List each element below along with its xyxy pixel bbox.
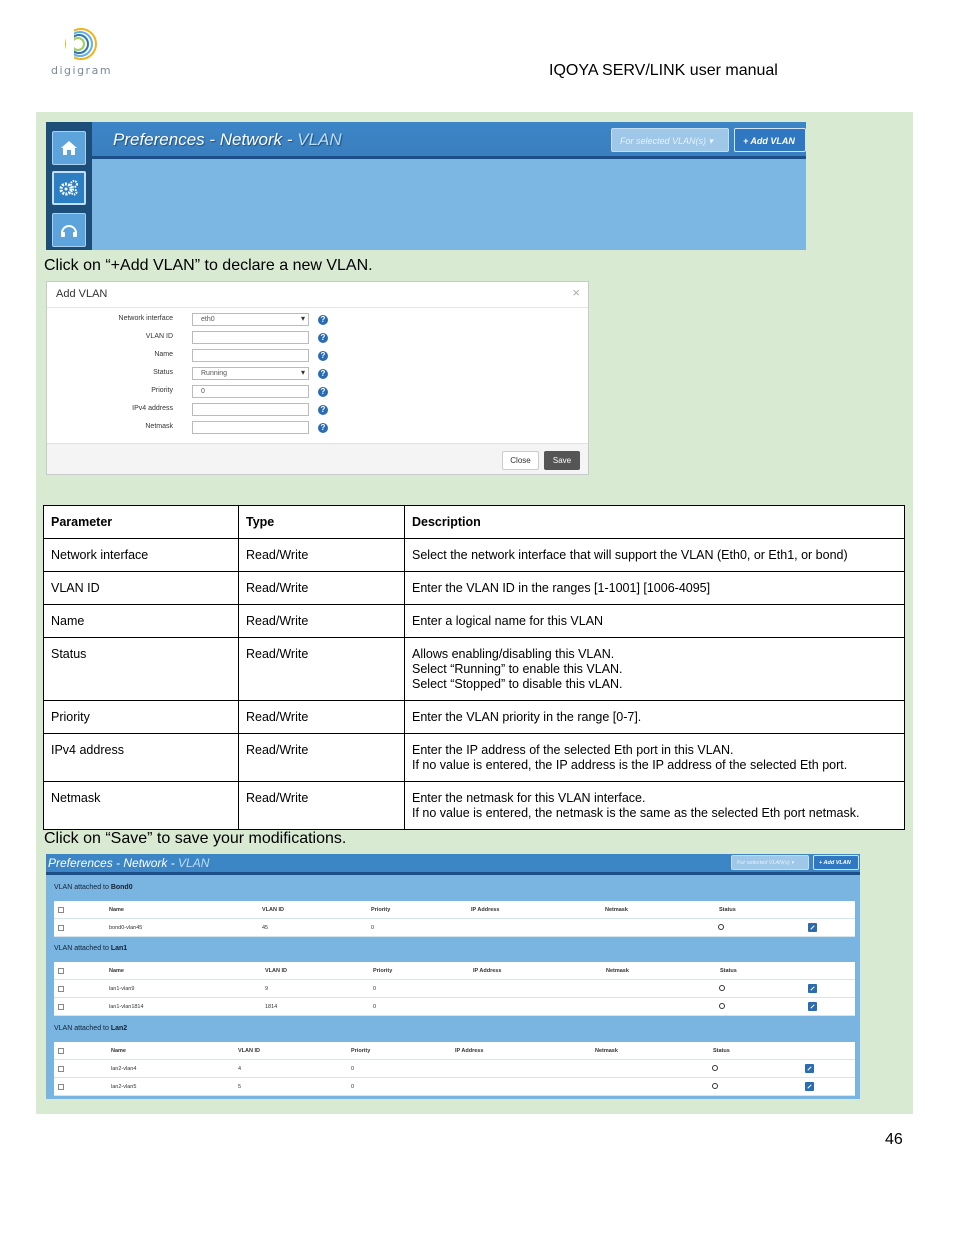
table-row <box>54 1060 855 1078</box>
type-cell: Read/Write <box>239 572 405 605</box>
title-highlight: VLAN <box>297 130 342 149</box>
group-title <box>54 1025 127 1032</box>
vlan-id: 9 <box>265 986 269 992</box>
help-icon[interactable]: ? <box>318 369 328 379</box>
table-row <box>54 919 855 937</box>
description-line: Enter the VLAN priority in the range [0-7]. <box>412 710 642 724</box>
description-cell <box>405 605 905 638</box>
description-line: Allows enabling/disabling this VLAN. <box>412 647 615 661</box>
row-checkbox[interactable] <box>58 1084 64 1090</box>
description-cell <box>405 701 905 734</box>
description-line: Enter the IP address of the selected Eth port in this VLAN. <box>412 743 734 757</box>
vlan-priority: 0 <box>371 925 375 931</box>
close-icon[interactable]: × <box>572 285 580 300</box>
table-row <box>44 701 905 734</box>
vlan-priority: 0 <box>351 1084 355 1090</box>
row-checkbox[interactable] <box>58 986 64 992</box>
column-header: VLAN ID <box>238 1048 260 1054</box>
column-header: Netmask <box>605 907 628 913</box>
type-cell: Read/Write <box>239 605 405 638</box>
form-row <box>47 331 588 345</box>
description-cell <box>405 539 905 572</box>
gears-icon <box>59 179 79 197</box>
table-row <box>44 734 905 782</box>
vlan-name: lan1-vlan9 <box>109 986 135 992</box>
field-input[interactable] <box>192 349 309 362</box>
group-prefix: VLAN attached to <box>54 884 111 891</box>
close-button[interactable]: Close <box>502 451 539 470</box>
field-label: VLAN ID <box>145 333 173 340</box>
row-checkbox[interactable] <box>58 1004 64 1010</box>
group-prefix: VLAN attached to <box>54 945 111 952</box>
vlan-id: 5 <box>238 1084 242 1090</box>
vlan-priority: 0 <box>373 986 377 992</box>
column-header: IP Address <box>455 1048 484 1054</box>
field-select[interactable]: Running ▾ <box>192 367 309 380</box>
field-input[interactable]: 0 <box>192 385 309 398</box>
type-cell: Read/Write <box>239 638 405 701</box>
headset-icon <box>60 222 78 238</box>
vlan-priority: 0 <box>351 1066 355 1072</box>
column-header: VLAN ID <box>262 907 284 913</box>
form-row <box>47 313 588 327</box>
dialog-header <box>47 282 588 308</box>
parameter-cell: Network interface <box>44 539 239 572</box>
dialog-footer <box>47 443 588 474</box>
description-line: Enter the netmask for this VLAN interface. <box>412 791 646 805</box>
vlan-name: lan2-vlan5 <box>111 1084 137 1090</box>
save-button[interactable]: Save <box>544 451 580 470</box>
support-nav-button[interactable] <box>52 213 86 247</box>
title-prefix: Preferences - Network - <box>48 856 179 870</box>
field-input[interactable] <box>192 421 309 434</box>
table-row <box>44 782 905 830</box>
description-cell <box>405 572 905 605</box>
type-cell: Read/Write <box>239 701 405 734</box>
add-vlan-button[interactable]: + Add VLAN <box>734 128 806 152</box>
type-cell: Read/Write <box>239 539 405 572</box>
parameter-cell: Priority <box>44 701 239 734</box>
field-label: Netmask <box>145 423 173 430</box>
table-row <box>44 605 905 638</box>
header-type: Type <box>239 506 405 539</box>
form-row <box>47 349 588 363</box>
help-icon[interactable]: ? <box>318 315 328 325</box>
help-icon[interactable]: ? <box>318 387 328 397</box>
vlan-name: lan1-vlan1814 <box>109 1004 144 1010</box>
form-row <box>47 421 588 435</box>
help-icon[interactable]: ? <box>318 405 328 415</box>
vlan-table-header <box>54 962 855 980</box>
field-label: Network interface <box>118 315 173 322</box>
field-select[interactable]: eth0 ▾ <box>192 313 309 326</box>
vlan-page-screenshot <box>46 122 806 250</box>
status-circle-icon <box>712 1083 718 1089</box>
description-line: Select the network interface that will support the VLAN (Eth0, or Eth1, or bond) <box>412 548 848 562</box>
selected-vlans-dropdown[interactable]: For selected VLAN(s) ▾ <box>611 128 729 152</box>
table-header-row <box>44 506 905 539</box>
status-circle-icon <box>719 1003 725 1009</box>
vlan-name: lan2-vlan4 <box>111 1066 137 1072</box>
vlan-table <box>54 1042 855 1096</box>
help-icon[interactable]: ? <box>318 333 328 343</box>
status-circle-icon <box>712 1065 718 1071</box>
title-highlight: VLAN <box>178 856 210 870</box>
vlan-list-screenshot <box>46 854 860 1099</box>
group-name: Lan1 <box>110 945 128 952</box>
parameter-table <box>43 505 905 830</box>
edit-icon[interactable] <box>805 1082 814 1091</box>
table-row <box>54 1078 855 1096</box>
edit-icon[interactable] <box>808 1002 817 1011</box>
description-line: If no value is entered, the netmask is the same as the selected Eth port netmask. <box>412 806 860 820</box>
parameter-cell: VLAN ID <box>44 572 239 605</box>
form-row <box>47 403 588 417</box>
description-line: Select “Stopped” to disable this vLAN. <box>412 677 623 691</box>
group-title <box>54 945 127 952</box>
selected-vlans-dropdown[interactable]: For selected VLAN(s) ▾ <box>731 855 809 870</box>
parameter-cell: Name <box>44 605 239 638</box>
caption-save: Click on “Save” to save your modifications. <box>44 830 347 847</box>
description-line: If no value is entered, the IP address is the IP address of the selected Eth port. <box>412 758 848 772</box>
group-name: Lan2 <box>110 1025 128 1032</box>
add-vlan-dialog <box>46 281 589 475</box>
table-row <box>54 998 855 1016</box>
description-line: Enter a logical name for this VLAN <box>412 614 604 628</box>
vlan-table <box>54 901 855 937</box>
select-all-checkbox[interactable] <box>58 907 64 913</box>
parameter-cell: Status <box>44 638 239 701</box>
column-header: Status <box>713 1048 730 1054</box>
vlan-table <box>54 962 855 1016</box>
vlan-id: 45 <box>262 925 269 931</box>
column-header: Netmask <box>606 968 629 974</box>
type-cell: Read/Write <box>239 734 405 782</box>
column-header: IP Address <box>471 907 500 913</box>
vlan-priority: 0 <box>373 1004 377 1010</box>
vlan-name: bond0-vlan45 <box>109 925 143 931</box>
select-all-checkbox[interactable] <box>58 1048 64 1054</box>
edit-icon[interactable] <box>808 923 817 932</box>
table-row <box>54 980 855 998</box>
form-row <box>47 385 588 399</box>
column-header: Priority <box>371 907 391 913</box>
column-header: Netmask <box>595 1048 618 1054</box>
type-cell: Read/Write <box>239 782 405 830</box>
field-label: IPv4 address <box>132 405 173 412</box>
vlan-table-header <box>54 901 855 919</box>
parameter-cell: IPv4 address <box>44 734 239 782</box>
edit-icon[interactable] <box>805 1064 814 1073</box>
table-row <box>44 539 905 572</box>
vlan-id: 1814 <box>265 1004 278 1010</box>
vlan-id: 4 <box>238 1066 242 1072</box>
column-header: Name <box>111 1048 126 1054</box>
column-header: Priority <box>351 1048 371 1054</box>
field-input[interactable] <box>192 331 309 344</box>
logo-text: digigram <box>51 64 113 77</box>
row-checkbox[interactable] <box>58 1066 64 1072</box>
page-number: 46 <box>885 1131 903 1148</box>
column-header: Status <box>719 907 736 913</box>
parameter-cell: Netmask <box>44 782 239 830</box>
add-vlan-button[interactable]: + Add VLAN <box>813 855 859 870</box>
row-checkbox[interactable] <box>58 925 64 931</box>
home-icon <box>60 140 78 156</box>
field-label: Priority <box>151 387 173 394</box>
title-underline <box>46 872 860 875</box>
dialog-title: Add VLAN <box>56 288 108 300</box>
column-header: Status <box>720 968 737 974</box>
table-row <box>44 572 905 605</box>
vlan-table-header <box>54 1042 855 1060</box>
page-title <box>113 130 342 150</box>
group-title <box>54 884 133 891</box>
header-description: Description <box>405 506 905 539</box>
group-name: Bond0 <box>110 884 133 891</box>
group-prefix: VLAN attached to <box>54 1025 111 1032</box>
title-prefix: Preferences - Network - <box>113 130 298 149</box>
column-header: VLAN ID <box>265 968 287 974</box>
column-header: Name <box>109 968 124 974</box>
column-header: Priority <box>373 968 393 974</box>
description-cell <box>405 734 905 782</box>
select-all-checkbox[interactable] <box>58 968 64 974</box>
side-nav <box>46 122 92 250</box>
home-nav-button[interactable] <box>52 131 86 165</box>
header-parameter: Parameter <box>44 506 239 539</box>
field-label: Name <box>154 351 173 358</box>
column-header: IP Address <box>473 968 502 974</box>
edit-icon[interactable] <box>808 984 817 993</box>
field-input[interactable] <box>192 403 309 416</box>
field-label: Status <box>153 369 173 376</box>
title-underline <box>92 156 806 159</box>
preferences-nav-button[interactable] <box>52 171 86 205</box>
caption-add-vlan: Click on “+Add VLAN” to declare a new VLAN. <box>44 257 373 274</box>
status-circle-icon <box>718 924 724 930</box>
table-row <box>44 638 905 701</box>
column-header: Name <box>109 907 124 913</box>
document-title: IQOYA SERV/LINK user manual <box>549 62 778 79</box>
help-icon[interactable]: ? <box>318 351 328 361</box>
description-line: Select “Running” to enable this VLAN. <box>412 662 623 676</box>
description-line: Enter the VLAN ID in the ranges [1-1001] [1006-4095] <box>412 581 711 595</box>
status-circle-icon <box>719 985 725 991</box>
help-icon[interactable]: ? <box>318 423 328 433</box>
description-cell <box>405 638 905 701</box>
description-cell <box>405 782 905 830</box>
form-row <box>47 367 588 381</box>
page-title <box>48 856 209 870</box>
